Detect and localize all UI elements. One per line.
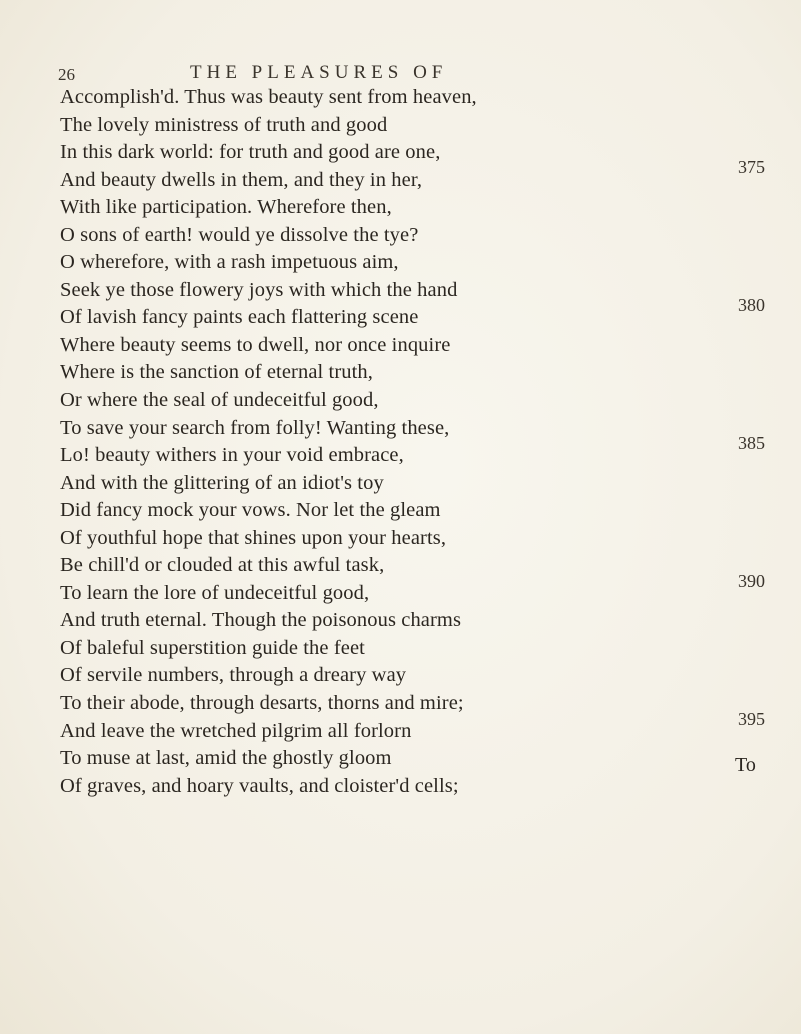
poem-line: O sons of earth! would ye dissolve the tye? <box>60 223 419 246</box>
line-number: 385 <box>738 433 765 453</box>
poem-line: Of youthful hope that shines upon your hearts, <box>60 526 447 549</box>
catchword: To <box>735 754 756 776</box>
poem-line: And with the glittering of an idiot's toy <box>60 471 384 494</box>
poem-line: Lo! beauty withers in your void embrace, <box>60 444 404 467</box>
poem-line: O wherefore, with a rash impetuous aim, <box>60 251 399 274</box>
running-title: THE PLEASURES OF <box>190 62 448 83</box>
poem-text <box>60 84 700 800</box>
poem-line: And beauty dwells in them, and they in her, <box>60 168 423 191</box>
poem-line: In this dark world: for truth and good are one, <box>60 141 441 164</box>
poem-line: Or where the seal of undeceitful good, <box>60 389 379 412</box>
poem-line: And leave the wretched pilgrim all forlorn <box>60 719 412 742</box>
poem-line: To muse at last, amid the ghostly gloom <box>60 747 392 770</box>
poem-line: Of graves, and hoary vaults, and cloister'd cells; <box>60 774 459 797</box>
poem-line: To their abode, through desarts, thorns and mire; <box>60 692 464 715</box>
poem-line: Where is the sanction of eternal truth, <box>60 361 373 384</box>
poem-line: Accomplish'd. Thus was beauty sent from heaven, <box>60 86 477 108</box>
poem-line: To save your search from folly! Wanting these, <box>60 416 450 439</box>
line-number: 380 <box>738 295 765 315</box>
poem-line: With like participation. Wherefore then, <box>60 196 392 219</box>
poem-line: Seek ye those flowery joys with which the hand <box>60 278 458 301</box>
poem-line: Be chill'd or clouded at this awful task, <box>60 554 385 577</box>
page-number: 26 <box>58 65 75 84</box>
poem-line: Of baleful superstition guide the feet <box>60 636 365 659</box>
poem-line: Where beauty seems to dwell, nor once inquire <box>60 333 451 356</box>
poem-line: The lovely ministress of truth and good <box>60 113 388 136</box>
line-number: 390 <box>738 571 765 591</box>
line-number: 395 <box>738 709 765 729</box>
poem-line: Of lavish fancy paints each flattering scene <box>60 306 419 329</box>
poem-line: Of servile numbers, through a dreary way <box>60 664 407 687</box>
poem-line: And truth eternal. Though the poisonous charms <box>60 609 462 632</box>
poem-line: Did fancy mock your vows. Nor let the gleam <box>60 499 441 522</box>
line-number: 375 <box>738 157 765 177</box>
poem-line: To learn the lore of undeceitful good, <box>60 581 370 604</box>
